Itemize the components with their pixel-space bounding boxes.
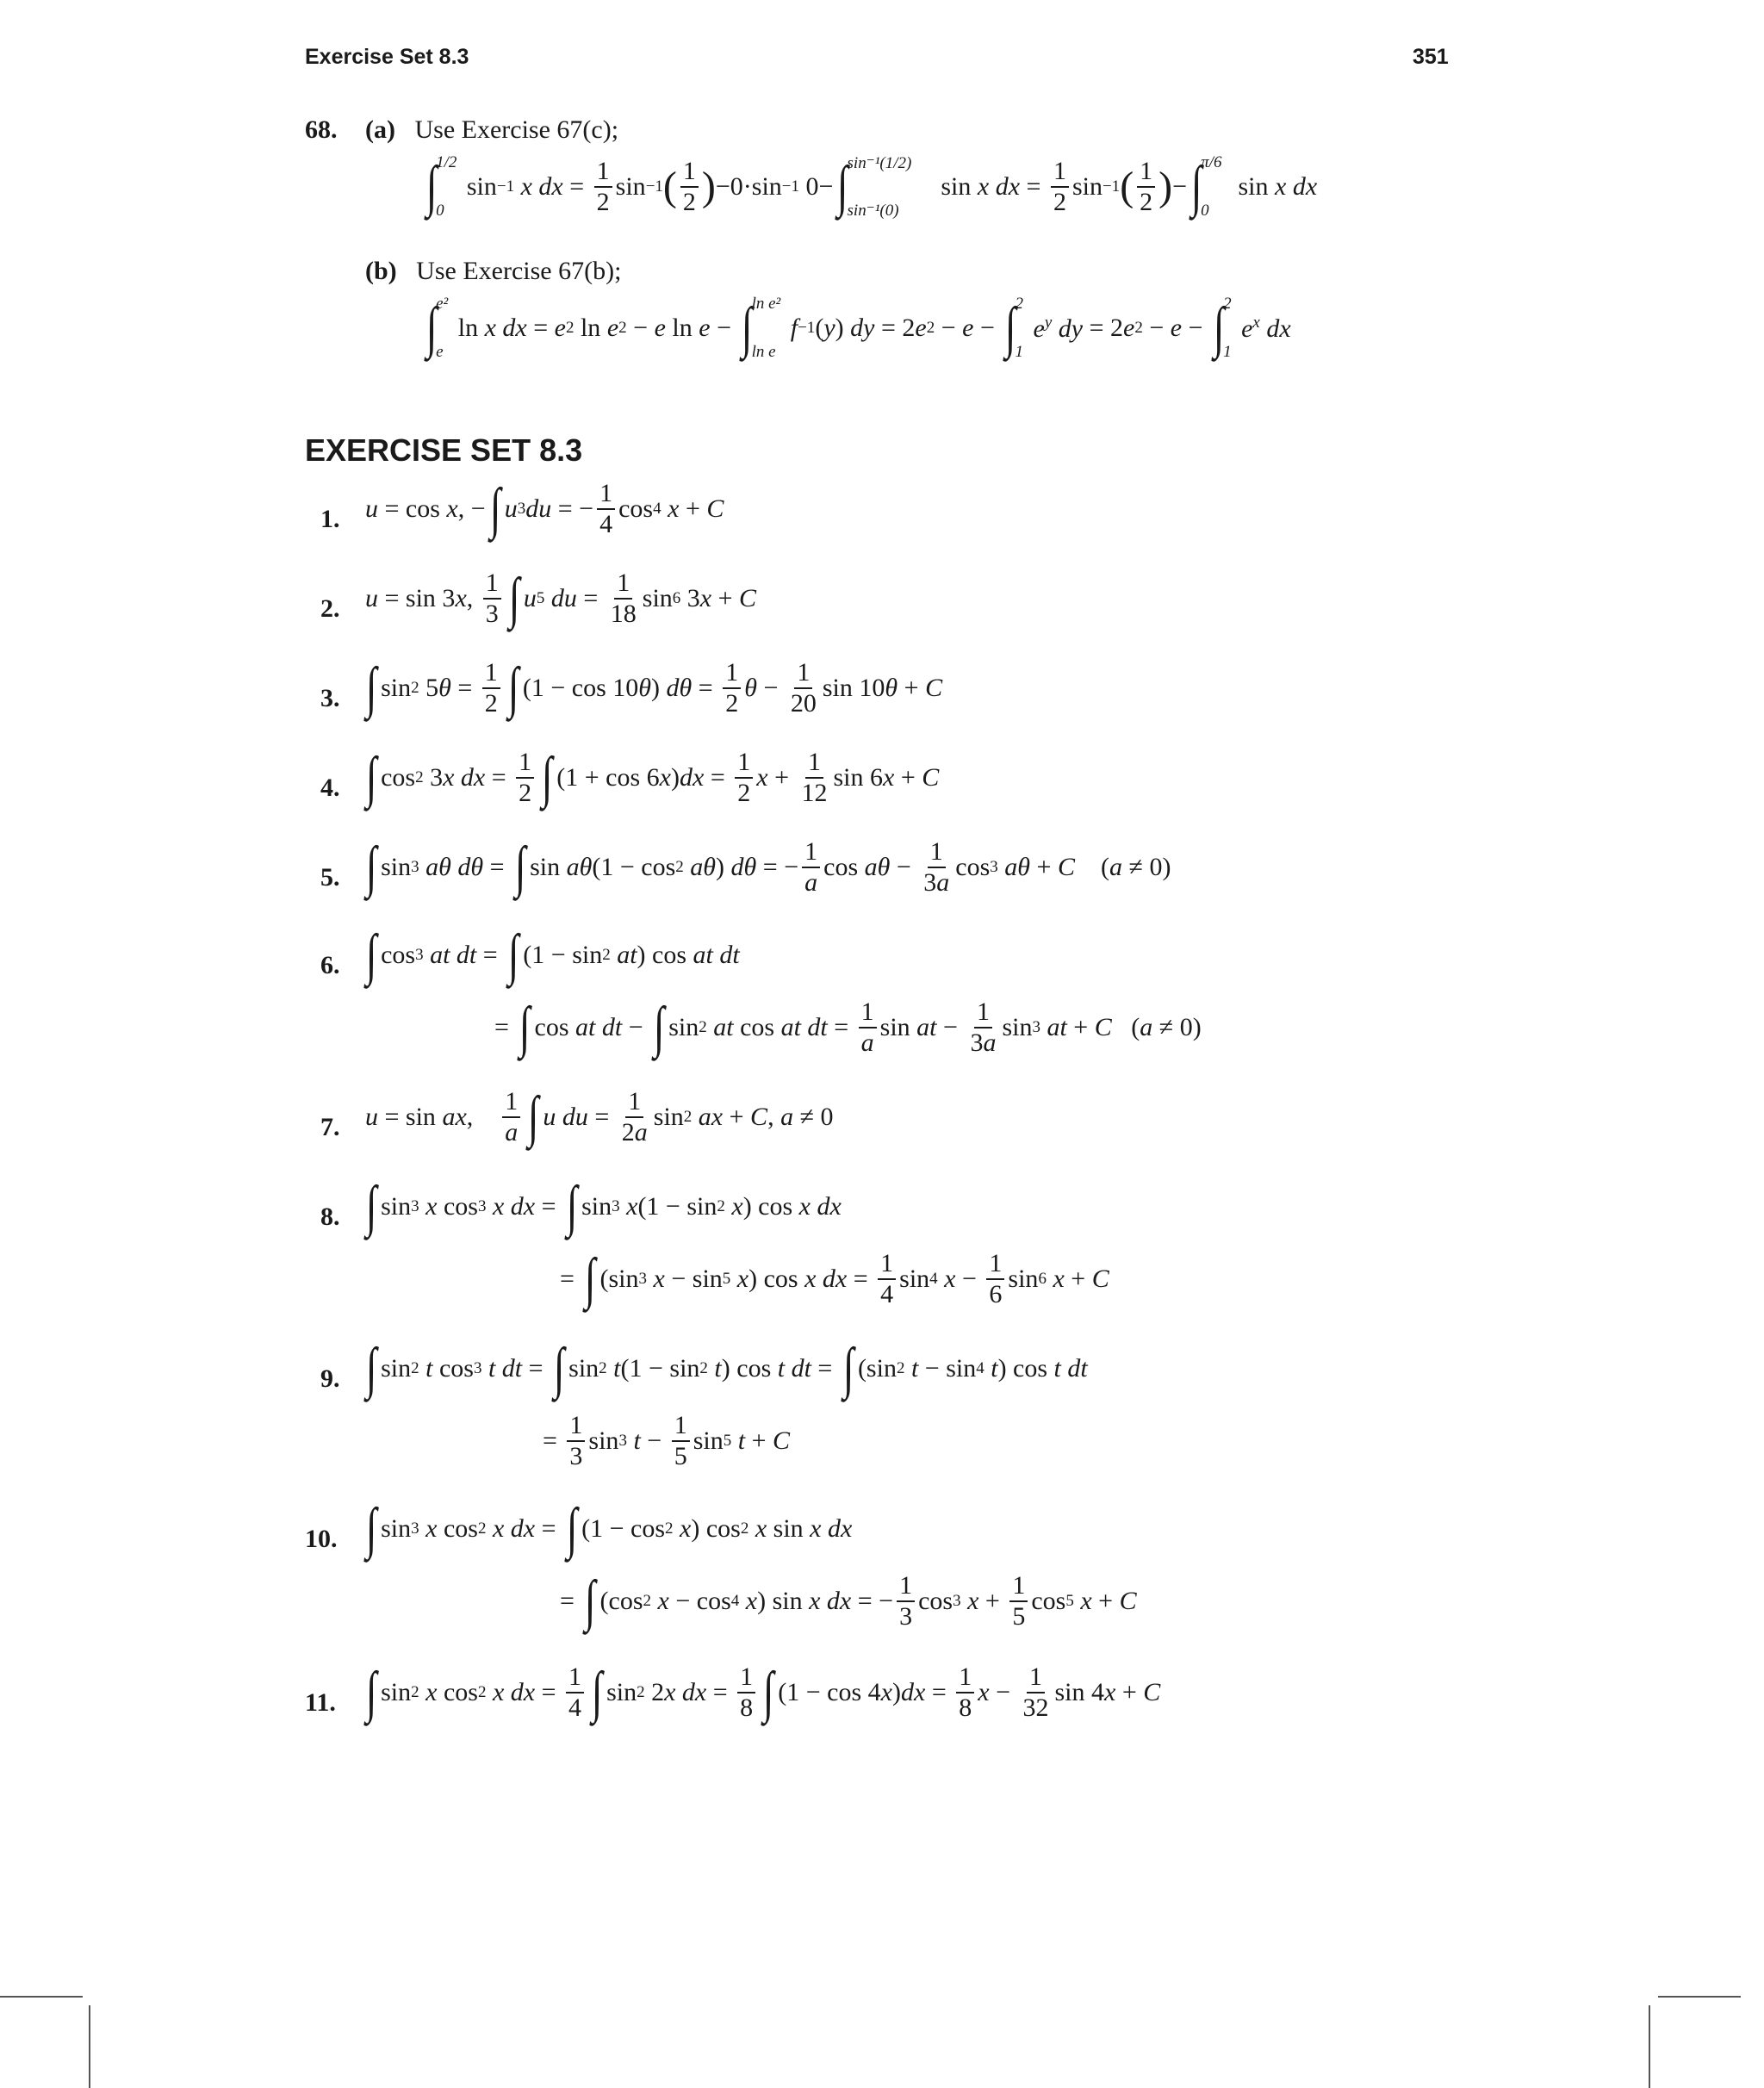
- crop-mark: [1649, 2005, 1650, 2088]
- equation-5: ∫ sin 3 aθ dθ = ∫ sin aθ (1 − cos 2 aθ ) dθ = − 1 a cos aθ − 1 3a cos 3 aθ + C ( a ≠ 0): [365, 836, 1171, 898]
- exercise-number: 10.: [305, 1525, 338, 1553]
- equation-6-line2: = ∫ cos at dt − ∫ sin 2 at cos at dt = 1 a sin at − 1 3a sin 3 at + C ( a ≠ 0): [494, 996, 1202, 1059]
- equation-7: u = sin ax , 1 a ∫ u du = 1 2a sin 2 ax + C , a ≠ 0: [365, 1085, 834, 1148]
- exercise-number: 8.: [320, 1202, 340, 1231]
- equation-10-line1: ∫ sin 3 x cos 2 x dx = ∫ (1 − cos 2 x ) cos 2 x sin x dx: [365, 1497, 853, 1560]
- crop-mark: [89, 2005, 90, 2088]
- exercise-number: 6.: [320, 951, 340, 979]
- equation-1: u = cos x , − ∫ u 3 du = − 1 4 cos 4 x + C: [365, 477, 724, 540]
- equation-10-line2: = ∫ (cos 2 x − cos 4 x ) sin x dx = − 1 3 cos 3 x + 1 5 cos 5 x + C: [560, 1569, 1137, 1632]
- equation-11: ∫ sin 2 x cos 2 x dx = 1 4 ∫ sin 2 2 x dx = 1 8 ∫ (1 − cos 4 x ) dx = 1 8 x − 1 32 sin 4 x + C: [365, 1661, 1161, 1724]
- crop-mark: [0, 1996, 83, 1998]
- exercise-number: 3.: [320, 684, 340, 712]
- section-title: EXERCISE SET 8.3: [305, 432, 583, 468]
- equation-3: ∫ sin 2 5 θ = 1 2 ∫ (1 − cos 10 θ ) dθ = 1 2 θ − 1 20 sin 10 θ + C: [365, 656, 943, 719]
- equation-8-line1: ∫ sin 3 x cos 3 x dx = ∫ sin 3 x (1 − sin 2 x ) cos x dx: [365, 1175, 842, 1238]
- equation-9-line1: ∫ sin 2 t cos 3 t dt = ∫ sin 2 t (1 − sin 2 t ) cos t dt = ∫ (sin 2 t − sin 4 t ) cos t dt: [365, 1337, 1088, 1400]
- equation-9-line2: = 1 3 sin 3 t − 1 5 sin 5 t + C: [543, 1411, 790, 1470]
- equation-2: u = sin 3 x , 1 3 ∫ u 5 du = 1 18 sin 6 3 x + C: [365, 567, 757, 630]
- exercise-number: 2.: [320, 594, 340, 623]
- equation-68a: ∫ 1/2 0 sin −1 x dx = 1 2 sin −1 ( 1 2 ) −0·sin −1 0− ∫ sin⁻¹(1/2) sin⁻¹(0) sin x dx = 1 2 sin −1 ( 1 2 ) − ∫ π/6 0 sin x dx: [425, 153, 1318, 220]
- equation-6-line1: ∫ cos 3 at dt = ∫ (1 − sin 2 at ) cos at dt: [365, 923, 740, 986]
- running-header: Exercise Set 8.3: [305, 45, 469, 69]
- exercise-number: 11.: [305, 1688, 336, 1717]
- exercise-number: 5.: [320, 863, 340, 892]
- crop-mark: [1658, 1996, 1741, 1998]
- equation-68b: ∫ e² e ln x dx = e 2 ln e 2 − e ln e − ∫ ln e² ln e f −1 ( y ) dy = 2 e 2 − e − ∫ 2 1 $e^y$ dy = 2 e 2 − e − ∫ 2 1 $e^x$ dx: [425, 295, 1291, 361]
- exercise-number: 7.: [320, 1113, 340, 1141]
- part-a: (a) Use Exercise 67(c);: [365, 115, 619, 144]
- equation-8-line2: = ∫ (sin 3 x − sin 5 x ) cos x dx = 1 4 sin 4 x − 1 6 sin 6 x + C: [560, 1247, 1109, 1310]
- exercise-number: 4.: [320, 774, 340, 802]
- exercise-number: 68.: [305, 115, 338, 144]
- exercise-number: 9.: [320, 1364, 340, 1393]
- page-number: 351: [1413, 45, 1449, 69]
- exercise-number: 1.: [320, 505, 340, 533]
- part-b: (b) Use Exercise 67(b);: [365, 257, 622, 285]
- equation-4: ∫ cos 2 3 x dx = 1 2 ∫ (1 + cos 6 x ) dx = 1 2 x + 1 12 sin 6 x + C: [365, 746, 940, 809]
